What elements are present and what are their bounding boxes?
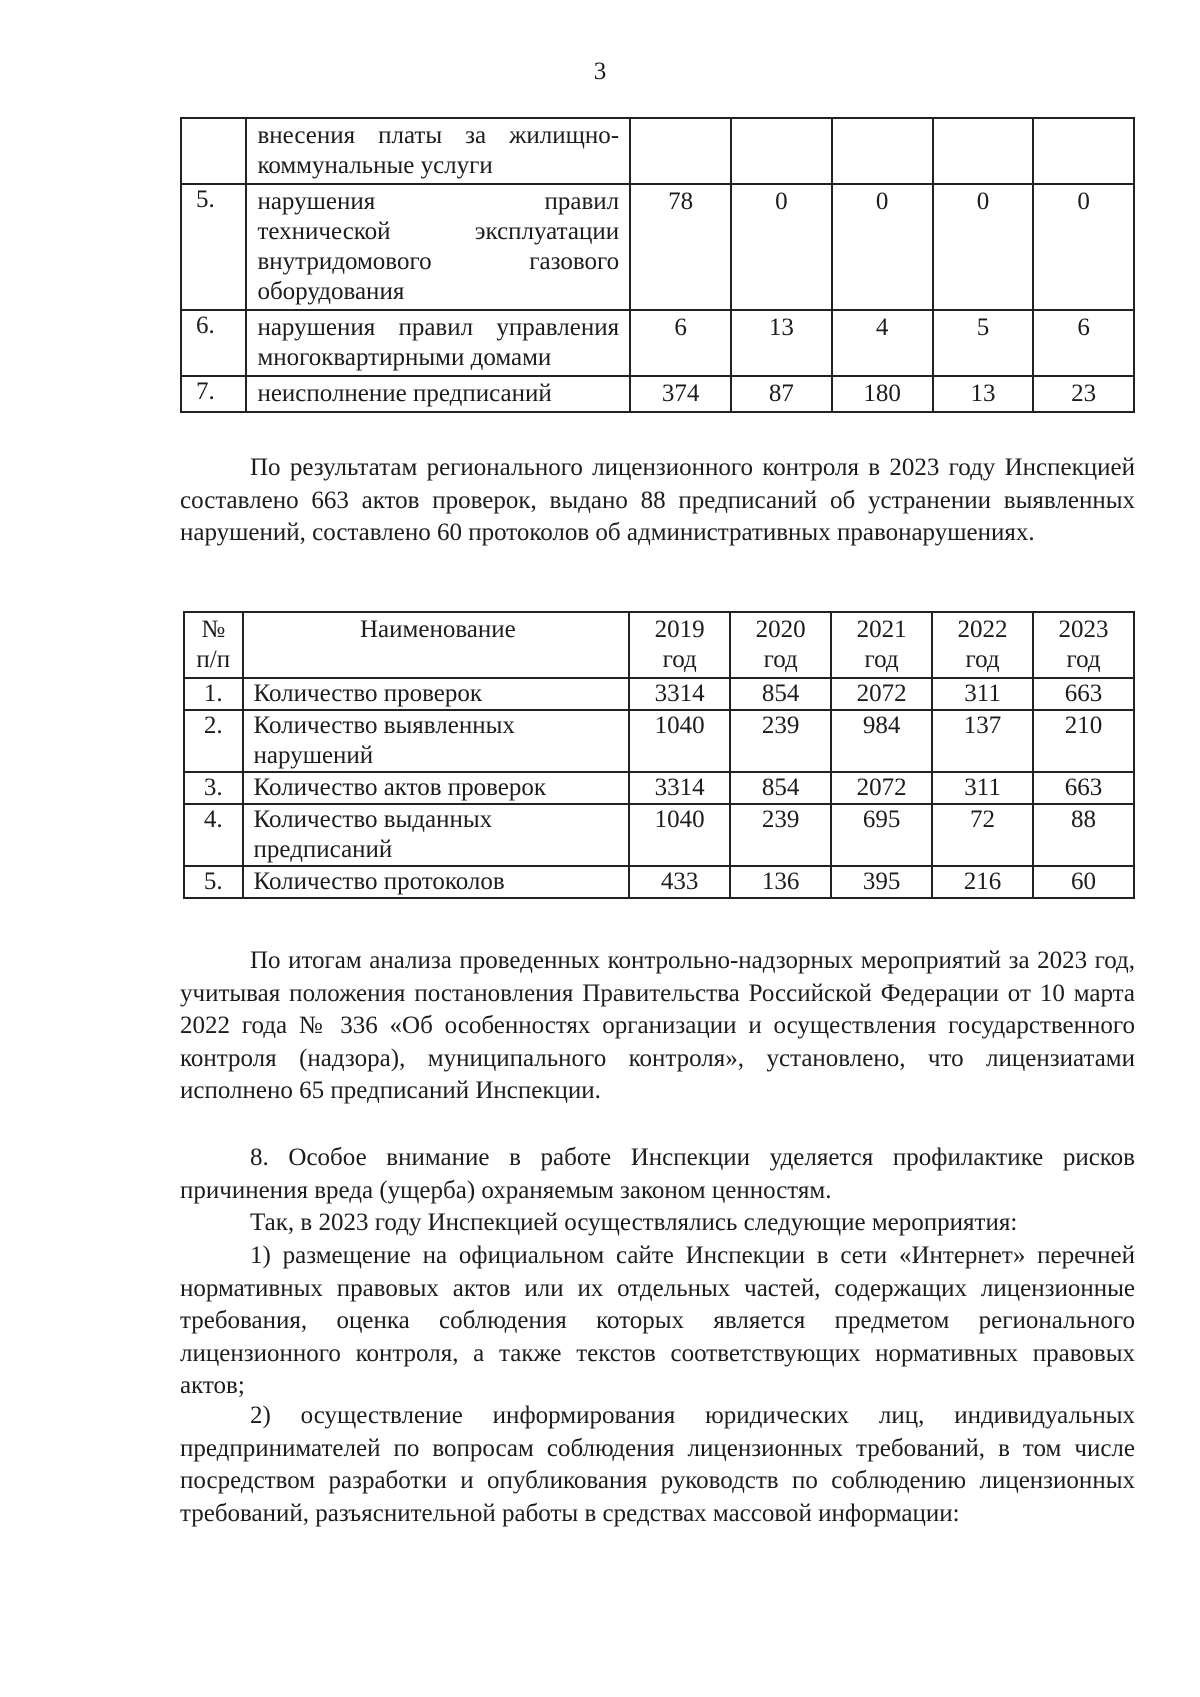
cell-value: 854 — [730, 678, 831, 710]
cell-value — [933, 118, 1034, 184]
table-row — [181, 310, 1134, 376]
cell-value: 311 — [932, 678, 1033, 710]
cell-value: 13 — [933, 376, 1034, 412]
row-name: неисполнение предписаний — [246, 376, 630, 412]
cell-value: 239 — [730, 804, 831, 866]
row-number: 5. — [184, 866, 243, 898]
row-name: Количество выданных предписаний — [243, 804, 630, 866]
table-row — [184, 804, 1134, 866]
cell-value: 239 — [730, 710, 831, 772]
cell-value: 88 — [1033, 804, 1134, 866]
cell-value: 311 — [932, 772, 1033, 804]
table-row — [184, 710, 1134, 772]
cell-value: 984 — [831, 710, 932, 772]
cell-value: 0 — [832, 184, 933, 310]
table-row — [181, 184, 1134, 310]
row-name: Количество проверок — [243, 678, 630, 710]
statistics-table — [183, 611, 1135, 899]
paragraph-measure-2: 2) осуществление информирования юридических лиц, индивидуальных предпринимателей по вопросам соблюдения лицензионных требований, в том числе посредством разработки и опубликования руководств по соблюдению лицензионных требований, разъяснительной работы в средствах массовой информации: — [180, 1402, 1135, 1527]
cell-value: 1040 — [629, 710, 730, 772]
cell-value: 6 — [630, 310, 731, 376]
header-number: № п/п — [184, 612, 243, 678]
cell-value: 136 — [730, 866, 831, 898]
table-row — [181, 118, 1134, 184]
row-number: 5. — [181, 184, 246, 310]
cell-value: 0 — [1033, 184, 1134, 310]
table-row — [184, 678, 1134, 710]
cell-value: 1040 — [629, 804, 730, 866]
row-number: 7. — [181, 376, 246, 412]
header-year: 2021 год — [831, 612, 932, 678]
cell-value: 433 — [629, 866, 730, 898]
cell-value — [731, 118, 832, 184]
table-row — [184, 866, 1134, 898]
violations-table — [180, 117, 1135, 413]
cell-value — [1033, 118, 1134, 184]
cell-value: 72 — [932, 804, 1033, 866]
cell-value: 0 — [933, 184, 1034, 310]
cell-value: 137 — [932, 710, 1033, 772]
paragraph-prevention: 8. Особое внимание в работе Инспекции уделяется профилактике рисков причинения вреда (ущерба) охраняемым законом ценностям. — [180, 1144, 1135, 1204]
row-name: нарушения правил управления многоквартирными домами — [246, 310, 630, 376]
cell-value: 854 — [730, 772, 831, 804]
row-number: 2. — [184, 710, 243, 772]
cell-value: 180 — [832, 376, 933, 412]
row-name: Количество выявленных нарушений — [243, 710, 630, 772]
cell-value: 395 — [831, 866, 932, 898]
row-name: нарушения правил технической эксплуатации внутридомового газового оборудования — [246, 184, 630, 310]
cell-value: 2072 — [831, 772, 932, 804]
paragraph-measure-1: 1) размещение на официальном сайте Инспекции в сети «Интернет» перечней нормативных правовых актов или их отдельных частей, содержащих лицензионные требования, оценка соблюдения которых является предметом регионального лицензионного контроля, а также текстов соответствующих нормативных правовых актов; — [180, 1242, 1135, 1399]
cell-value: 3314 — [629, 678, 730, 710]
cell-value: 13 — [731, 310, 832, 376]
cell-value: 663 — [1033, 678, 1134, 710]
table-row — [181, 376, 1134, 412]
row-number: 6. — [181, 310, 246, 376]
cell-value: 6 — [1033, 310, 1134, 376]
cell-value: 5 — [933, 310, 1034, 376]
cell-value — [630, 118, 731, 184]
header-year: 2023 год — [1033, 612, 1134, 678]
row-name: Количество актов проверок — [243, 772, 630, 804]
cell-value: 60 — [1033, 866, 1134, 898]
row-number — [181, 118, 246, 184]
cell-value: 3314 — [629, 772, 730, 804]
cell-value: 210 — [1033, 710, 1134, 772]
header-year: 2022 год — [932, 612, 1033, 678]
cell-value: 2072 — [831, 678, 932, 710]
row-number: 1. — [184, 678, 243, 710]
header-name: Наименование — [243, 612, 630, 678]
cell-value: 23 — [1033, 376, 1134, 412]
table-header-row — [184, 612, 1134, 678]
row-name: внесения платы за жилищно- коммунальные услуги — [246, 118, 630, 184]
cell-value: 4 — [832, 310, 933, 376]
cell-value: 87 — [731, 376, 832, 412]
paragraph-results: По результатам регионального лицензионного контроля в 2023 году Инспекцией составлено 663 актов проверок, выдано 88 предписаний об устранении выявленных нарушений, составлено 60 протоколов об административных правонарушениях. — [180, 454, 1135, 546]
row-number: 3. — [184, 772, 243, 804]
paragraph-analysis: По итогам анализа проведенных контрольно-надзорных мероприятий за 2023 год, учитывая положения постановления Правительства Российской Федерации от 10 марта 2022 года № 336 «Об особенностях организации и осуществления государственного контроля (надзора), муниципального контроля», установлено, что лицензиатами исполнено 65 предписаний Инспекции. — [180, 947, 1135, 1104]
cell-value: 0 — [731, 184, 832, 310]
cell-value: 78 — [630, 184, 731, 310]
cell-value: 216 — [932, 866, 1033, 898]
paragraph-measures-intro: Так, в 2023 году Инспекцией осуществлялись следующие мероприятия: — [250, 1209, 1018, 1236]
table-row — [184, 772, 1134, 804]
header-year: 2019 год — [629, 612, 730, 678]
header-year: 2020 год — [730, 612, 831, 678]
cell-value: 663 — [1033, 772, 1134, 804]
row-name: Количество протоколов — [243, 866, 630, 898]
cell-value — [832, 118, 933, 184]
row-number: 4. — [184, 804, 243, 866]
cell-value: 695 — [831, 804, 932, 866]
page-number: 3 — [593, 58, 607, 85]
cell-value: 374 — [630, 376, 731, 412]
